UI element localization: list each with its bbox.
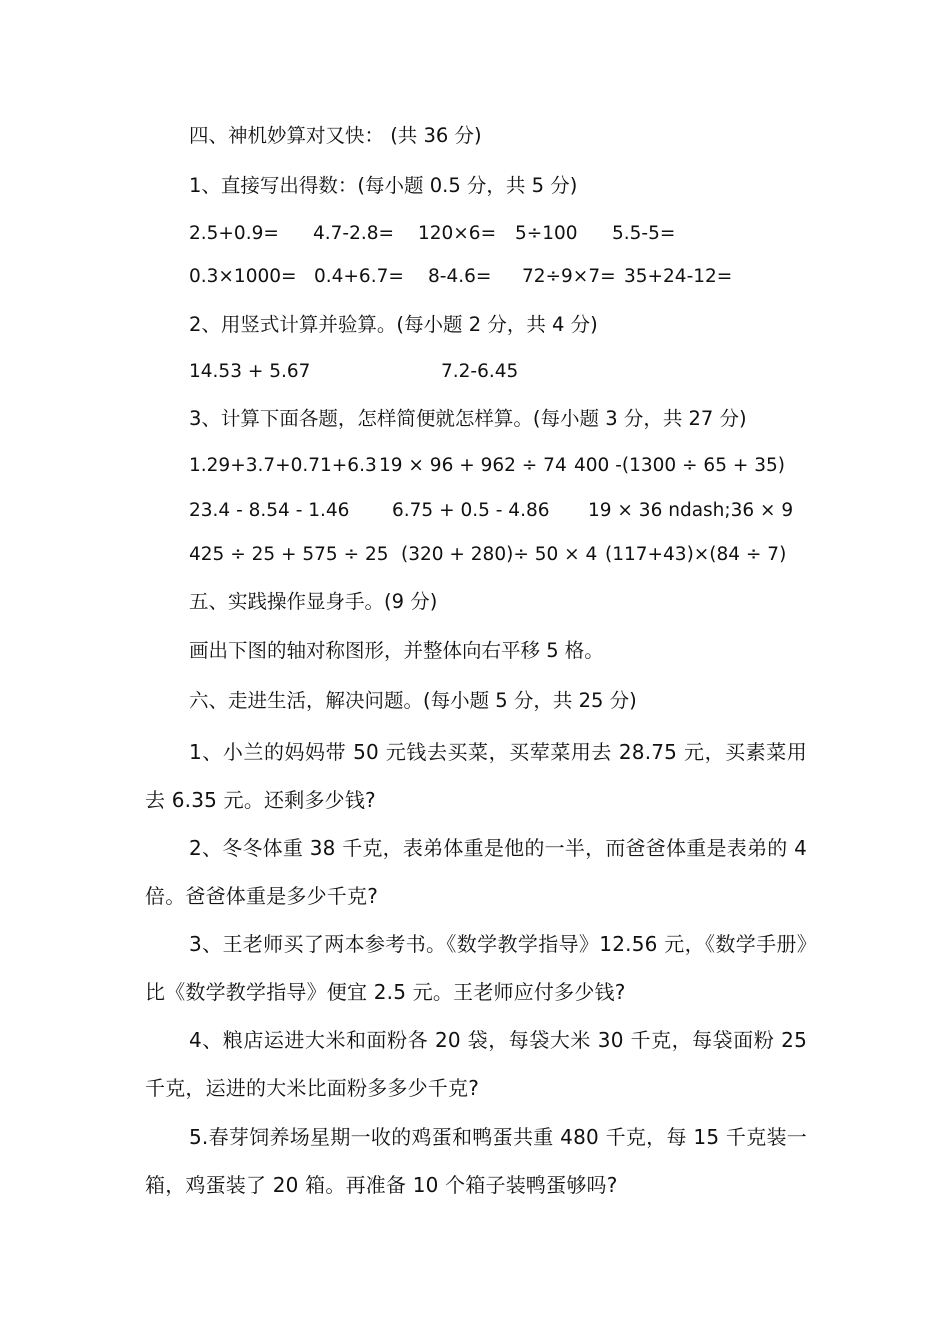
q1-r1-item: 4.7-2.8=	[313, 223, 395, 244]
q3-r1-item: 19 × 96 + 962 ÷ 74	[379, 455, 567, 476]
problem-1: 1、小兰的妈妈带 50 元钱去买菜，买荤菜用去 28.75 元，买素菜用去 6.35 元。还剩多少钱?	[145, 740, 807, 812]
q3-r1-item: 400 -(1300 ÷ 65 + 35)	[574, 455, 785, 476]
q1-r1-item: 2.5+0.9=	[189, 223, 279, 244]
q1-r2-item: 8-4.6=	[428, 266, 492, 287]
q2-item: 14.53 + 5.67	[189, 361, 311, 382]
q2-item: 7.2-6.45	[441, 361, 519, 382]
q3-r2-item: 6.75 + 0.5 - 4.86	[392, 500, 550, 521]
q1-r2-item: 0.3×1000=	[189, 266, 297, 287]
q3-title: 3、计算下面各题，怎样简便就怎样算。(每小题 3 分，共 27 分)	[189, 407, 747, 430]
q3-r1-item: 1.29+3.7+0.71+6.3	[189, 455, 377, 476]
q3-r2-item: 19 × 36 ndash;36 × 9	[588, 500, 794, 521]
section-6-title: 六、走进生活，解决问题。(每小题 5 分，共 25 分)	[189, 689, 637, 712]
section-5-instruction: 画出下图的轴对称图形，并整体向右平移 5 格。	[189, 639, 604, 662]
q1-r2-item: 72÷9×7=	[522, 266, 616, 287]
q1-r2-item: 0.4+6.7=	[314, 266, 404, 287]
q1-r2-item: 35+24-12=	[624, 266, 733, 287]
q1-r1-item: 120×6=	[418, 223, 497, 244]
section-4-title: 四、神机妙算对又快： (共 36 分)	[189, 124, 482, 147]
q3-r2-item: 23.4 - 8.54 - 1.46	[189, 500, 350, 521]
q2-title: 2、用竖式计算并验算。(每小题 2 分，共 4 分)	[189, 313, 598, 336]
q3-r3-item: 425 ÷ 25 + 575 ÷ 25	[189, 544, 389, 565]
q1-title: 1、直接写出得数：(每小题 0.5 分，共 5 分)	[189, 174, 578, 197]
q3-r3-item: (117+43)×(84 ÷ 7)	[605, 544, 787, 565]
problem-4: 4、粮店运进大米和面粉各 20 袋，每袋大米 30 千克，每袋面粉 25 千克，运进的大米比面粉多多少千克?	[145, 1028, 807, 1100]
q1-r1-item: 5.5-5=	[612, 223, 676, 244]
problem-2: 2、冬冬体重 38 千克，表弟体重是他的一半，而爸爸体重是表弟的 4 倍。爸爸体重是多少千克?	[145, 836, 807, 908]
problem-5: 5.春芽饲养场星期一收的鸡蛋和鸭蛋共重 480 千克，每 15 千克装一箱，鸡蛋装了 20 箱。再准备 10 个箱子装鸭蛋够吗?	[145, 1125, 807, 1197]
section-5-title: 五、实践操作显身手。(9 分)	[189, 590, 438, 613]
problem-3: 3、王老师买了两本参考书。《数学教学指导》12.56 元，《数学手册》比《数学教学指导》便宜 2.5 元。王老师应付多少钱?	[145, 932, 807, 1004]
q3-r3-item: (320 + 280)÷ 50 × 4	[401, 544, 598, 565]
q1-r1-item: 5÷100	[515, 223, 578, 244]
